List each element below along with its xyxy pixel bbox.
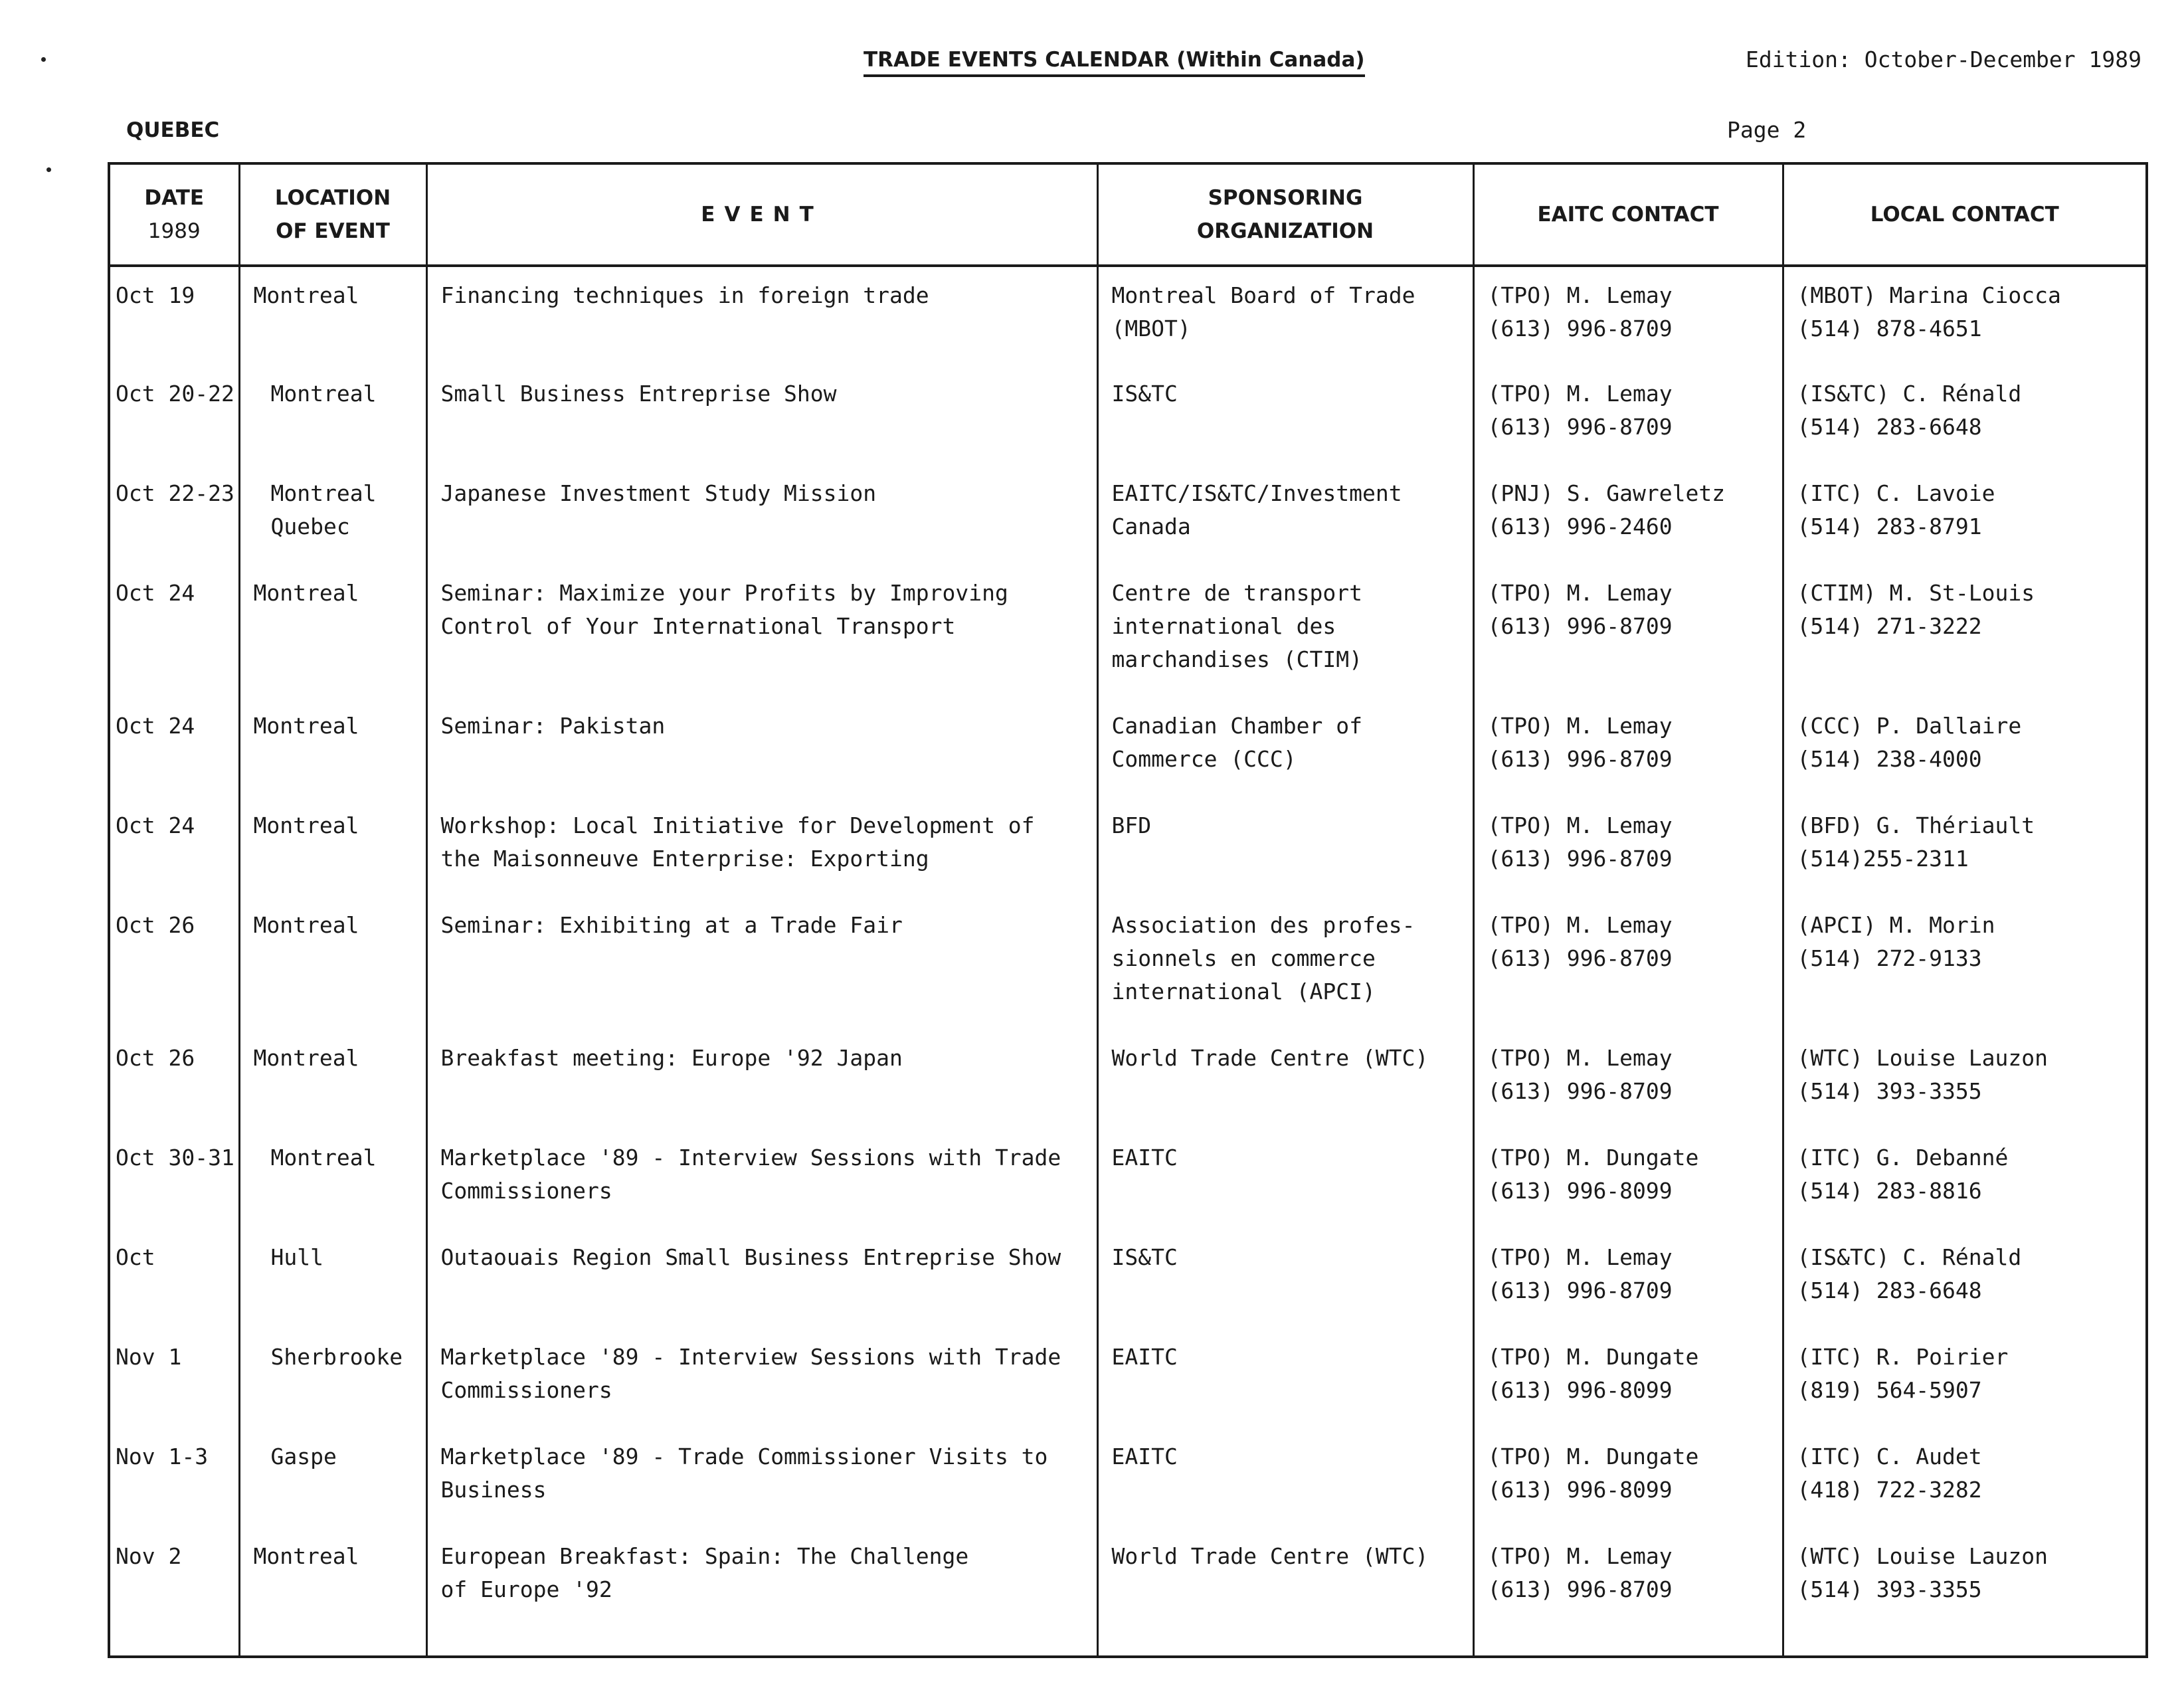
cell-eaitc-contact (1473, 1229, 1783, 1329)
cell-eaitc-contact-line: (TPO) M. Lemay (1487, 1045, 1673, 1071)
region-label: QUEBEC (126, 118, 220, 142)
cell-date: Nov 1-3 (109, 1428, 239, 1528)
cell-sponsor (1097, 1229, 1473, 1329)
cell-event-line: Seminar: Maximize your Profits by Improving (440, 580, 1008, 606)
cell-local-contact (1783, 1129, 2147, 1229)
cell-sponsor-line: Commerce (CCC) (1111, 746, 1297, 772)
cell-eaitc-contact (1473, 797, 1783, 897)
cell-event-line: the Maisonneuve Enterprise: Exporting (440, 846, 929, 872)
cell-location-line: Montreal (253, 282, 359, 308)
cell-sponsor-line: BFD (1111, 812, 1152, 838)
cell-location (239, 1329, 426, 1428)
cell-local-contact-line: (514) 878-4651 (1797, 316, 1982, 341)
cell-location-line: Hull (270, 1244, 323, 1270)
cell-eaitc-contact-line: (PNJ) S. Gawreletz (1487, 480, 1726, 506)
column-header-location: LOCATION OF EVENT (239, 163, 426, 266)
cell-event (426, 266, 1097, 365)
cell-local-contact-line: (514) 393-3355 (1797, 1078, 1982, 1104)
cell-local-contact-line: (ITC) G. Debanné (1797, 1145, 2009, 1171)
cell-eaitc-contact-line: (613) 996-8099 (1487, 1178, 1673, 1204)
cell-event-line: Breakfast meeting: Europe '92 Japan (440, 1045, 903, 1071)
cell-event-line: of Europe '92 (440, 1576, 612, 1602)
cell-local-contact-line: (ITC) C. Audet (1797, 1444, 1982, 1469)
cell-local-contact-line: (CTIM) M. St-Louis (1797, 580, 2035, 606)
cell-eaitc-contact (1473, 365, 1783, 465)
cell-eaitc-contact-line: (TPO) M. Dungate (1487, 1444, 1699, 1469)
cell-eaitc-contact-line: (TPO) M. Lemay (1487, 713, 1673, 739)
cell-date: Nov 1 (109, 1329, 239, 1428)
margin-dot (41, 57, 46, 62)
cell-date: Oct 19 (109, 266, 239, 365)
cell-sponsor (1097, 1129, 1473, 1229)
cell-location (239, 565, 426, 698)
cell-eaitc-contact-line: (TPO) M. Dungate (1487, 1145, 1699, 1171)
cell-eaitc-contact-line: (613) 996-8709 (1487, 1277, 1673, 1303)
cell-local-contact (1783, 1329, 2147, 1428)
cell-location-line: Montreal (253, 1543, 359, 1569)
cell-sponsor-line: EAITC (1111, 1145, 1178, 1171)
empty-cell (1097, 1628, 1473, 1657)
cell-local-contact-line: (514) 393-3355 (1797, 1576, 1982, 1602)
table-row (109, 1528, 2147, 1628)
cell-eaitc-contact-line: (TPO) M. Lemay (1487, 381, 1673, 407)
column-header-local-contact: LOCAL CONTACT (1783, 163, 2147, 266)
cell-local-contact-line: (514) 283-6648 (1797, 414, 1982, 440)
cell-event-line: Seminar: Pakistan (440, 713, 666, 739)
cell-event-line: Marketplace '89 - Interview Sessions with Trade (440, 1145, 1061, 1171)
column-header-date: DATE 1989 (109, 163, 239, 266)
empty-cell (426, 1628, 1097, 1657)
cell-sponsor (1097, 1428, 1473, 1528)
cell-sponsor-line: sionnels en commerce (1111, 945, 1376, 971)
cell-local-contact-line: (514) 283-8791 (1797, 514, 1982, 539)
cell-sponsor (1097, 897, 1473, 1030)
cell-location (239, 698, 426, 797)
cell-location-line: Montreal (253, 912, 359, 938)
cell-eaitc-contact (1473, 465, 1783, 565)
cell-local-contact-line: (MBOT) Marina Ciocca (1797, 282, 2061, 308)
events-table (108, 162, 2148, 1658)
cell-location-line: Montreal (270, 480, 377, 506)
table-row (109, 1129, 2147, 1229)
cell-eaitc-contact-line: (613) 996-8709 (1487, 746, 1673, 772)
cell-date: Oct 20-22 (109, 365, 239, 465)
page-title: TRADE EVENTS CALENDAR (Within Canada) (864, 48, 1365, 77)
cell-location-line: Sherbrooke (270, 1344, 403, 1370)
cell-sponsor (1097, 365, 1473, 465)
cell-event (426, 698, 1097, 797)
cell-location-line: Montreal (270, 381, 377, 407)
column-header-eaitc-contact: EAITC CONTACT (1473, 163, 1783, 266)
cell-location-line: Montreal (253, 713, 359, 739)
cell-event (426, 365, 1097, 465)
cell-location-line: Montreal (270, 1145, 377, 1171)
cell-sponsor (1097, 797, 1473, 897)
cell-eaitc-contact (1473, 1030, 1783, 1129)
cell-local-contact (1783, 1030, 2147, 1129)
cell-eaitc-contact-line: (613) 996-8099 (1487, 1477, 1673, 1503)
cell-sponsor-line: EAITC/IS&TC/Investment (1111, 480, 1402, 506)
cell-sponsor-line: Association des profes- (1111, 912, 1415, 938)
cell-sponsor (1097, 266, 1473, 365)
cell-local-contact-line: (CCC) P. Dallaire (1797, 713, 2022, 739)
cell-local-contact-line: (IS&TC) C. Rénald (1797, 1244, 2022, 1270)
empty-cell (1473, 1628, 1783, 1657)
cell-sponsor-line: Canadian Chamber of (1111, 713, 1362, 739)
cell-sponsor (1097, 1528, 1473, 1628)
cell-sponsor (1097, 1030, 1473, 1129)
cell-location-line: Gaspe (270, 1444, 337, 1469)
cell-eaitc-contact-line: (TPO) M. Dungate (1487, 1344, 1699, 1370)
cell-sponsor-line: World Trade Centre (WTC) (1111, 1045, 1429, 1071)
cell-location (239, 1030, 426, 1129)
margin-dot (46, 167, 51, 172)
cell-local-contact-line: (514)255-2311 (1797, 846, 1969, 872)
cell-location (239, 1129, 426, 1229)
cell-local-contact (1783, 1528, 2147, 1628)
cell-event-line: Financing techniques in foreign trade (440, 282, 929, 308)
cell-eaitc-contact-line: (613) 996-8709 (1487, 316, 1673, 341)
cell-eaitc-contact (1473, 565, 1783, 698)
cell-event (426, 565, 1097, 698)
cell-event-line: Seminar: Exhibiting at a Trade Fair (440, 912, 903, 938)
cell-location (239, 897, 426, 1030)
cell-eaitc-contact-line: (613) 996-2460 (1487, 514, 1673, 539)
cell-local-contact-line: (514) 283-8816 (1797, 1178, 1982, 1204)
cell-location (239, 1528, 426, 1628)
cell-date: Oct 26 (109, 897, 239, 1030)
cell-eaitc-contact (1473, 1528, 1783, 1628)
cell-event-line: Japanese Investment Study Mission (440, 480, 877, 506)
cell-event (426, 1528, 1097, 1628)
table-row (109, 465, 2147, 565)
cell-date: Nov 2 (109, 1528, 239, 1628)
cell-local-contact-line: (WTC) Louise Lauzon (1797, 1045, 2048, 1071)
cell-sponsor-line: IS&TC (1111, 381, 1178, 407)
cell-event-line: Small Business Entreprise Show (440, 381, 837, 407)
cell-date: Oct 30-31 (109, 1129, 239, 1229)
cell-sponsor-line: IS&TC (1111, 1244, 1178, 1270)
cell-eaitc-contact (1473, 1329, 1783, 1428)
table-row (109, 565, 2147, 698)
empty-cell (109, 1628, 239, 1657)
cell-eaitc-contact-line: (TPO) M. Lemay (1487, 812, 1673, 838)
cell-local-contact-line: (418) 722-3282 (1797, 1477, 1982, 1503)
cell-local-contact-line: (514) 271-3222 (1797, 613, 1982, 639)
cell-sponsor (1097, 1329, 1473, 1428)
cell-eaitc-contact-line: (613) 996-8709 (1487, 945, 1673, 971)
cell-local-contact-line: (ITC) C. Lavoie (1797, 480, 1995, 506)
cell-eaitc-contact-line: (613) 996-8709 (1487, 846, 1673, 872)
cell-date: Oct 22-23 (109, 465, 239, 565)
cell-date: Oct 24 (109, 797, 239, 897)
cell-event (426, 797, 1097, 897)
page-number: Page 2 (1727, 117, 1807, 143)
cell-event-line: Commissioners (440, 1178, 612, 1204)
cell-location-line: Montreal (253, 812, 359, 838)
cell-sponsor-line: World Trade Centre (WTC) (1111, 1543, 1429, 1569)
cell-event (426, 1229, 1097, 1329)
cell-eaitc-contact-line: (613) 996-8709 (1487, 414, 1673, 440)
cell-location (239, 266, 426, 365)
cell-sponsor (1097, 465, 1473, 565)
cell-local-contact (1783, 565, 2147, 698)
cell-eaitc-contact-line: (TPO) M. Lemay (1487, 580, 1673, 606)
cell-sponsor (1097, 565, 1473, 698)
table-row (109, 698, 2147, 797)
cell-sponsor (1097, 698, 1473, 797)
cell-date: Oct 26 (109, 1030, 239, 1129)
cell-eaitc-contact (1473, 698, 1783, 797)
cell-local-contact-line: (APCI) M. Morin (1797, 912, 1995, 938)
cell-sponsor-line: Centre de transport (1111, 580, 1362, 606)
cell-event (426, 465, 1097, 565)
cell-local-contact (1783, 365, 2147, 465)
cell-event-line: Workshop: Local Initiative for Development of (440, 812, 1035, 838)
cell-date: Oct 24 (109, 565, 239, 698)
cell-sponsor-line: Montreal Board of Trade (1111, 282, 1415, 308)
cell-eaitc-contact (1473, 1129, 1783, 1229)
cell-local-contact (1783, 1229, 2147, 1329)
cell-event-line: Outaouais Region Small Business Entreprise Show (440, 1244, 1061, 1270)
cell-event (426, 897, 1097, 1030)
column-header-sponsor: SPONSORING ORGANIZATION (1097, 163, 1473, 266)
cell-local-contact-line: (819) 564-5907 (1797, 1377, 1982, 1403)
cell-sponsor-line: EAITC (1111, 1444, 1178, 1469)
cell-local-contact-line: (WTC) Louise Lauzon (1797, 1543, 2048, 1569)
cell-location-line: Montreal (253, 1045, 359, 1071)
cell-local-contact-line: (BFD) G. Thériault (1797, 812, 2035, 838)
empty-cell (1783, 1628, 2147, 1657)
table-row (109, 1229, 2147, 1329)
table-row (109, 1428, 2147, 1528)
cell-event-line: Marketplace '89 - Trade Commissioner Visits to (440, 1444, 1048, 1469)
table-header-row (109, 163, 2147, 266)
cell-local-contact (1783, 266, 2147, 365)
cell-sponsor-line: (MBOT) (1111, 316, 1191, 341)
empty-cell (239, 1628, 426, 1657)
cell-sponsor-line: Canada (1111, 514, 1191, 539)
cell-event (426, 1329, 1097, 1428)
cell-local-contact-line: (514) 238-4000 (1797, 746, 1982, 772)
cell-date: Oct (109, 1229, 239, 1329)
cell-eaitc-contact-line: (613) 996-8709 (1487, 1078, 1673, 1104)
cell-eaitc-contact (1473, 266, 1783, 365)
cell-event-line: Control of Your International Transport (440, 613, 956, 639)
cell-location (239, 1428, 426, 1528)
cell-event-line: Commissioners (440, 1377, 612, 1403)
edition-label: Edition: October-December 1989 (1745, 47, 2141, 72)
cell-sponsor-line: EAITC (1111, 1344, 1178, 1370)
cell-eaitc-contact-line: (TPO) M. Lemay (1487, 282, 1673, 308)
table-row (109, 266, 2147, 365)
table-row (109, 1329, 2147, 1428)
cell-local-contact-line: (ITC) R. Poirier (1797, 1344, 2009, 1370)
cell-location (239, 1229, 426, 1329)
cell-local-contact (1783, 465, 2147, 565)
cell-local-contact (1783, 897, 2147, 1030)
table-filler-row (109, 1628, 2147, 1657)
cell-local-contact (1783, 698, 2147, 797)
cell-eaitc-contact-line: (TPO) M. Lemay (1487, 1543, 1673, 1569)
cell-location (239, 465, 426, 565)
cell-date: Oct 24 (109, 698, 239, 797)
cell-local-contact-line: (514) 283-6648 (1797, 1277, 1982, 1303)
cell-local-contact (1783, 797, 2147, 897)
cell-location (239, 797, 426, 897)
cell-eaitc-contact-line: (TPO) M. Lemay (1487, 1244, 1673, 1270)
cell-local-contact-line: (IS&TC) C. Rénald (1797, 381, 2022, 407)
cell-eaitc-contact-line: (613) 996-8099 (1487, 1377, 1673, 1403)
column-header-event: EVENT (426, 163, 1097, 266)
cell-location-line: Quebec (270, 514, 350, 539)
table-row (109, 797, 2147, 897)
cell-sponsor-line: marchandises (CTIM) (1111, 646, 1362, 672)
cell-event (426, 1428, 1097, 1528)
cell-eaitc-contact-line: (613) 996-8709 (1487, 1576, 1673, 1602)
cell-event (426, 1030, 1097, 1129)
cell-sponsor-line: international des (1111, 613, 1336, 639)
cell-location (239, 365, 426, 465)
cell-sponsor-line: international (APCI) (1111, 979, 1376, 1004)
cell-event-line: European Breakfast: Spain: The Challenge (440, 1543, 969, 1569)
cell-location-line: Montreal (253, 580, 359, 606)
cell-local-contact-line: (514) 272-9133 (1797, 945, 1982, 971)
table-row (109, 365, 2147, 465)
table-row (109, 1030, 2147, 1129)
cell-eaitc-contact (1473, 1428, 1783, 1528)
cell-event-line: Marketplace '89 - Interview Sessions with Trade (440, 1344, 1061, 1370)
cell-eaitc-contact (1473, 897, 1783, 1030)
cell-local-contact (1783, 1428, 2147, 1528)
cell-eaitc-contact-line: (TPO) M. Lemay (1487, 912, 1673, 938)
cell-eaitc-contact-line: (613) 996-8709 (1487, 613, 1673, 639)
cell-event (426, 1129, 1097, 1229)
cell-event-line: Business (440, 1477, 547, 1503)
table-row (109, 897, 2147, 1030)
